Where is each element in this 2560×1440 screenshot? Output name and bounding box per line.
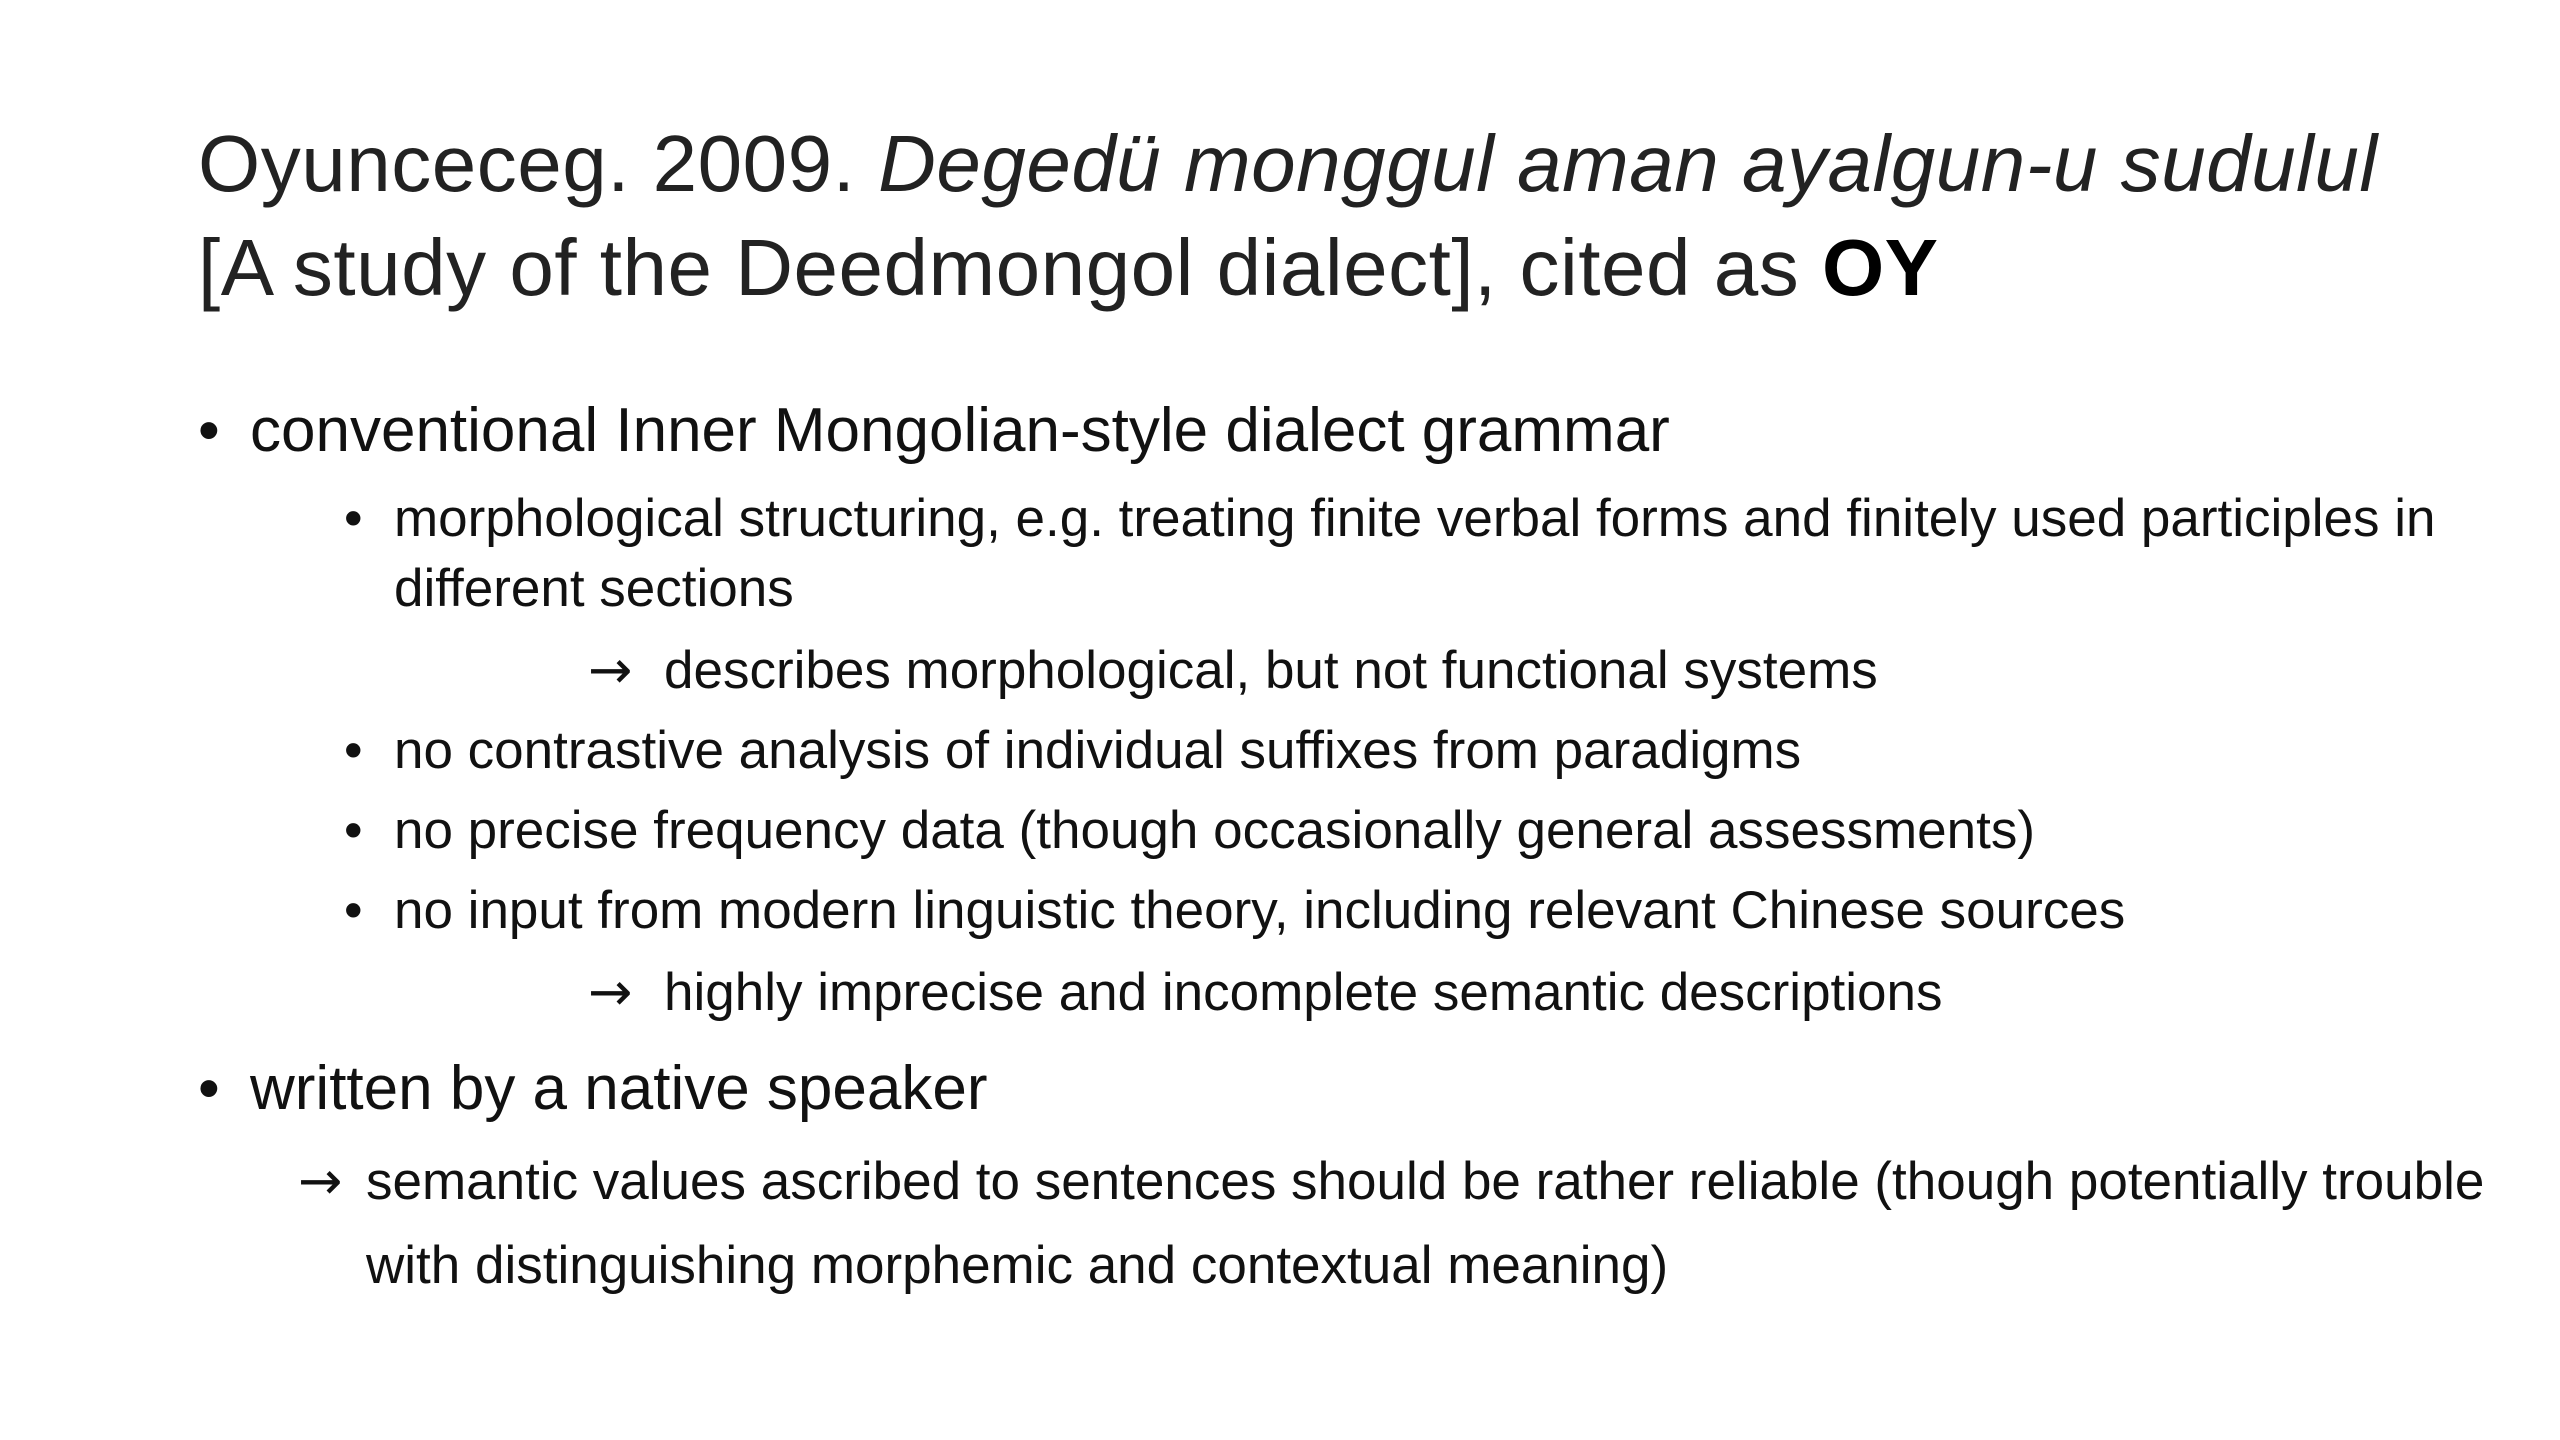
arrow-note — [298, 1140, 2486, 1308]
bullet-text: written by a native speaker — [250, 1054, 988, 1123]
bullet-icon: • — [344, 801, 363, 860]
sub-bullet-text: no input from modern linguistic theory, including relevant Chinese sources — [394, 881, 2126, 940]
title-translation: [A study of the Deedmongol dialect], cited as — [198, 223, 1822, 312]
bullet-list — [198, 388, 2485, 1308]
arrow-note-text: highly imprecise and incomplete semantic descriptions — [664, 963, 1943, 1022]
sub-bullet-text: no contrastive analysis of individual suffixes from paradigms — [394, 721, 1802, 780]
slide-title — [198, 112, 2438, 320]
bullet-text: conventional Inner Mongolian-style dialect grammar — [250, 396, 1670, 465]
bullet-icon: • — [344, 489, 363, 548]
sub-bullet-item — [344, 876, 2458, 946]
arrow-note — [588, 636, 2458, 706]
arrow-note-text: describes morphological, but not functional systems — [664, 641, 1878, 700]
arrow-note — [588, 958, 2458, 1028]
title-author-year: Oyunceceg. 2009. — [198, 119, 879, 208]
bullet-item — [198, 1046, 2458, 1132]
bullet-icon: • — [344, 881, 363, 940]
title-italic-part-2: sudulul — [2120, 119, 2378, 208]
sub-bullet-item — [344, 796, 2458, 866]
arrow-note-text: semantic values ascribed to sentences should be rather reliable (though potentially trouble with distinguishing morphemic and contextual meaning) — [366, 1152, 2485, 1295]
bullet-icon: • — [198, 1054, 220, 1123]
bullet-icon: • — [344, 721, 363, 780]
title-italic-part-1: Degedü monggul aman ayalgun-u — [878, 119, 2098, 208]
arrow-right-icon: → — [298, 1151, 343, 1212]
bullet-item — [198, 388, 2458, 474]
bullet-icon: • — [198, 396, 220, 465]
sub-bullet-text: no precise frequency data (though occasionally general assessments) — [394, 801, 2035, 860]
sub-bullet-item — [344, 484, 2458, 624]
arrow-right-icon: → — [588, 640, 633, 701]
sub-bullet-item — [344, 716, 2458, 786]
title-abbreviation: OY — [1821, 223, 1939, 312]
arrow-right-icon: → — [588, 962, 633, 1023]
sub-bullet-text: morphological structuring, e.g. treating finite verbal forms and finitely used participles in different sections — [394, 489, 2436, 618]
